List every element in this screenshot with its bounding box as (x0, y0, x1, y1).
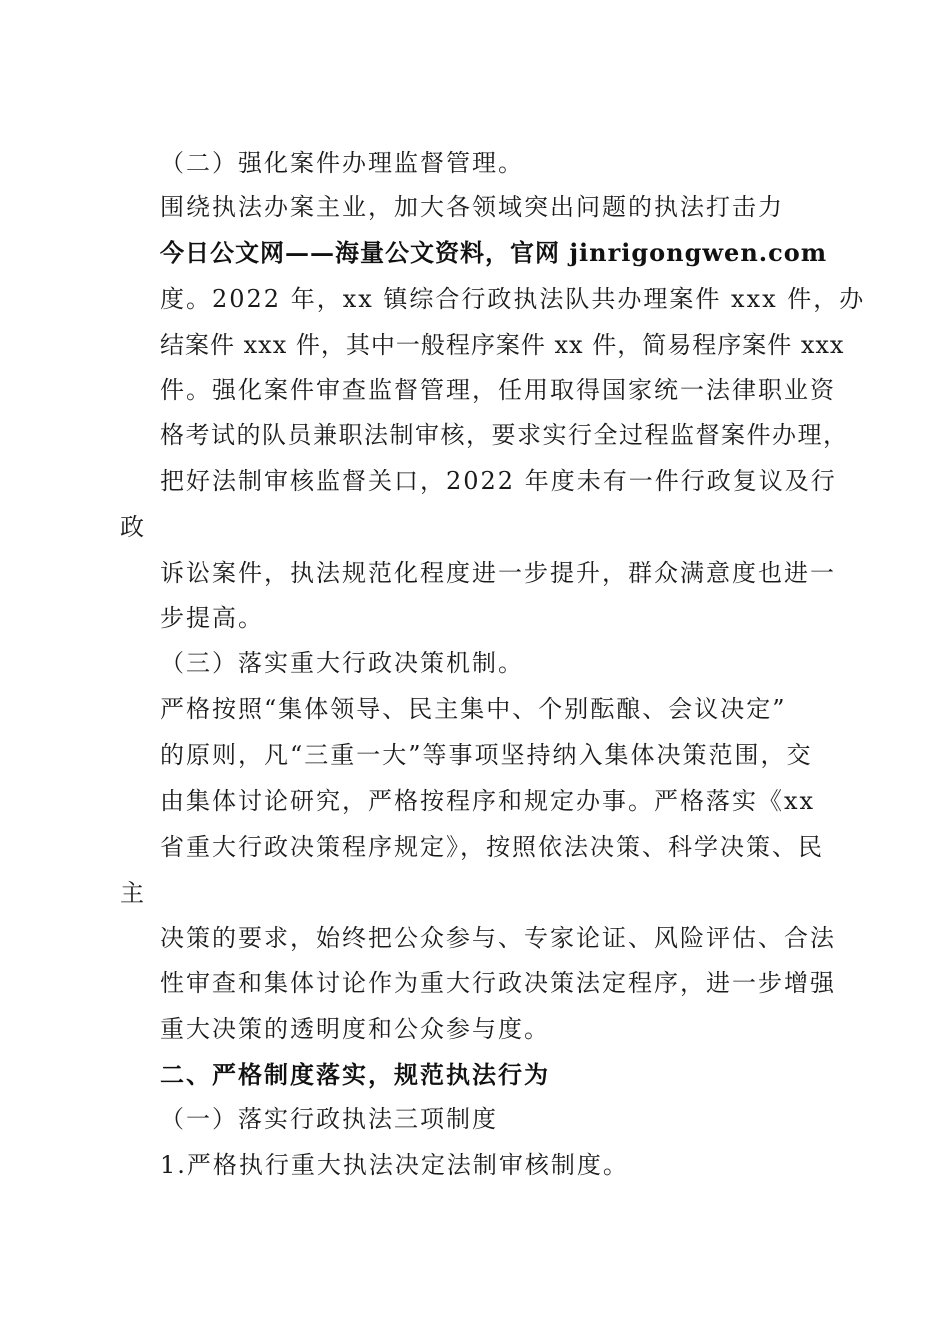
body-line: 政 (120, 513, 146, 541)
body-line: 性审查和集体讨论作为重大行政决策法定程序，进一步增强 (160, 969, 836, 997)
body-line: 件。强化案件审查监督管理，任用取得国家统一法律职业资 (160, 376, 836, 404)
section-heading: 二、严格制度落实，规范执法行为 (160, 1060, 550, 1089)
numbered-item: 1.严格执行重大执法决定法制审核制度。 (160, 1151, 629, 1179)
body-line: 围绕执法办案主业，加大各领域突出问题的执法打击力 (160, 193, 784, 221)
body-line: 的原则，凡“三重一大”等事项坚持纳入集体决策范围，交 (160, 741, 813, 769)
body-line: 主 (120, 879, 146, 907)
body-line: 步提高。 (160, 604, 264, 632)
body-line: 由集体讨论研究，严格按程序和规定办事。严格落实《xx (160, 787, 816, 815)
body-line: 格考试的队员兼职法制审核，要求实行全过程监督案件办理， (160, 421, 849, 449)
body-line: 重大决策的透明度和公众参与度。 (160, 1015, 550, 1043)
body-line: 省重大行政决策程序规定》，按照依法决策、科学决策、民 (160, 833, 824, 861)
body-line: 结案件 xxx 件，其中一般程序案件 xx 件，简易程序案件 xxx (160, 331, 845, 359)
body-line: 严格按照“集体领导、民主集中、个别酝酿、会议决定” (160, 695, 787, 723)
body-line: 把好法制审核监督关口，2022 年度未有一件行政复议及行 (160, 467, 837, 495)
website-banner: 今日公文网——海量公文资料，官网 jinrigongwen.com (160, 238, 828, 267)
subheading-major-decision: （三）落实重大行政决策机制。 (160, 649, 524, 677)
body-line: 诉讼案件，执法规范化程度进一步提升，群众满意度也进一 (160, 559, 836, 587)
body-line: 决策的要求，始终把公众参与、专家论证、风险评估、合法 (160, 924, 836, 952)
subheading-three-systems: （一）落实行政执法三项制度 (160, 1105, 498, 1133)
body-line: 度。2022 年，xx 镇综合行政执法队共办理案件 xxx 件，办 (160, 285, 866, 313)
subheading-case-supervision: （二）强化案件办理监督管理。 (160, 149, 524, 177)
